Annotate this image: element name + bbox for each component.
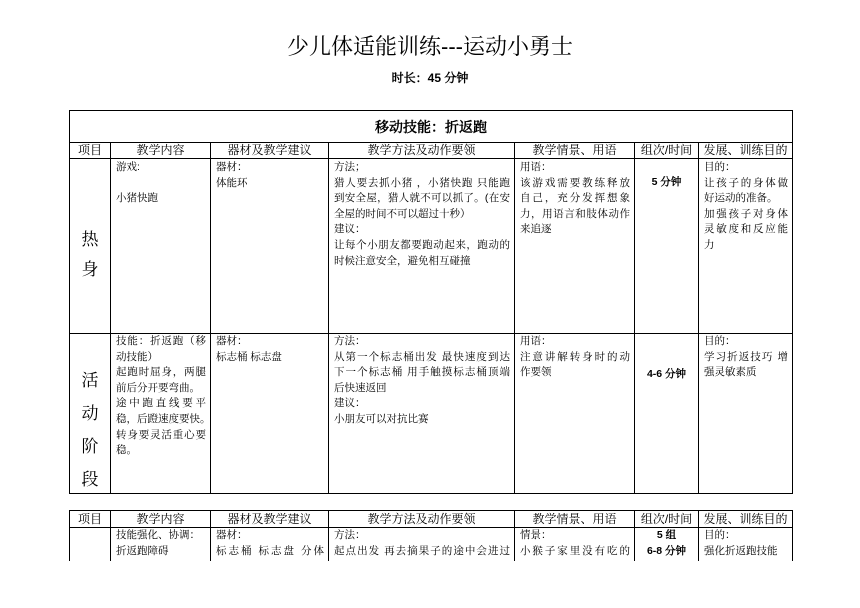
equipment-line: 器材：: [216, 335, 248, 347]
scenario-line: 力，用语言和肢体动作: [520, 207, 630, 220]
goal-line: 灵敏度和反应能: [704, 223, 788, 236]
phase-char: 动: [81, 404, 99, 423]
scenario-line: 该游戏需要教练释放: [520, 176, 630, 189]
duration-label: 时长：45 分钟: [391, 71, 469, 85]
warmup-goal-cell: [699, 159, 793, 334]
time-value: 4-6 分钟: [646, 368, 687, 380]
content-line: 稳。: [116, 444, 137, 457]
col-header-goal: 发展、训练目的: [699, 143, 793, 159]
equipment-line: 标志桶 标志盘 分体: [216, 544, 324, 557]
activity-phase-cell: [70, 334, 111, 494]
content-line: 技能强化、协调：: [116, 529, 200, 541]
scenario-line: 来追逐: [520, 223, 552, 236]
skill-method-cell: [329, 528, 515, 561]
goal-line: 强化折返跑技能: [704, 544, 778, 557]
content-line: 途中跑直线要平: [116, 397, 206, 410]
equipment-line: 标志桶 标志盘: [216, 350, 282, 363]
goal-line: 目的：: [704, 529, 736, 541]
activity-method-cell: [329, 334, 515, 494]
method-line: 时候注意安全，避免相互碰撞: [334, 254, 471, 267]
method-line: 建议：: [334, 223, 366, 236]
content-line: 折返跑障碍: [116, 544, 169, 557]
time-value: 5 分钟: [651, 176, 682, 188]
goal-line: 好运动的准备。: [704, 192, 778, 205]
phase-char: 段: [81, 470, 99, 489]
col-header-item: 项目: [70, 511, 111, 528]
method-line: 到安全屋，猎人就不可以抓了。(在安: [334, 192, 510, 205]
scenario-line: 小猴子家里没有吃的: [520, 544, 630, 557]
warmup-equipment-cell: [211, 159, 329, 334]
col-header-item: 项目: [70, 143, 111, 159]
skill-content-cell: [111, 528, 211, 561]
skill-phase-cell: [70, 528, 111, 561]
col-header-time: 组次/时间: [635, 511, 699, 528]
goal-line: 强灵敏素质: [704, 366, 757, 379]
method-line: 方法：: [334, 529, 366, 541]
equipment-line: 体能环: [216, 176, 248, 189]
col-header-goal: 发展、训练目的: [699, 511, 793, 528]
phase-char: 身: [81, 260, 99, 279]
content-line: 动技能）: [116, 350, 158, 363]
equipment-line: 器材：: [216, 529, 248, 541]
activity-scenario-cell: [515, 334, 635, 494]
col-header-content: 教学内容: [111, 511, 211, 528]
col-header-scenario: 教学情景、用语: [515, 511, 635, 528]
content-line: 技能：折返跑（移: [116, 335, 206, 347]
content-line: 稳，后蹬速度要快。: [116, 412, 211, 425]
warmup-method-cell: [329, 159, 515, 334]
col-header-time: 组次/时间: [635, 143, 699, 159]
activity-equipment-cell: [211, 334, 329, 494]
activity-time-cell: [635, 334, 699, 494]
method-line: 全屋的时间不可以超过十秒）: [334, 207, 471, 220]
warmup-phase-cell: [70, 159, 111, 334]
equipment-line: 器材：: [216, 161, 248, 173]
goal-line: 加强孩子对身体: [704, 207, 788, 220]
goal-line: 力: [704, 238, 715, 251]
lesson-table-main: [69, 110, 793, 494]
method-line: 猎人要去抓小猪 ，小猪快跑 只能跑: [334, 176, 510, 189]
col-header-method: 教学方法及动作要领: [329, 143, 515, 159]
scenario-line: 用语：: [520, 161, 552, 173]
phase-char: 阶: [81, 437, 99, 456]
lesson-table-continued: [69, 510, 793, 561]
goal-line: 让孩子的身体做: [704, 176, 788, 189]
method-line: 起点出发 再去摘果子的途中会进过: [334, 544, 510, 557]
content-line: 前后分开要弯曲。: [116, 381, 200, 394]
scenario-line: 注意讲解转身时的动: [520, 350, 630, 363]
method-line: 方法：: [334, 335, 366, 347]
warmup-content-cell: [111, 159, 211, 334]
goal-line: 目的：: [704, 161, 736, 173]
method-line: 让每个小朋友都要跑动起来，跑动的: [334, 238, 510, 251]
scenario-line: 用语：: [520, 335, 552, 347]
content-line: 小猪快跑: [116, 192, 158, 205]
scenario-line: 作要领: [520, 366, 552, 379]
section-heading: 移动技能：折返跑: [70, 111, 793, 143]
goal-line: 学习折返技巧 增: [704, 350, 788, 363]
skill-goal-cell: [699, 528, 793, 561]
method-line: 从第一个标志桶出发 最快速度到达: [334, 350, 510, 363]
scenario-line: 情景：: [520, 529, 552, 541]
method-line: 小朋友可以对抗比赛: [334, 412, 429, 425]
content-line: 起跑时屈身，两腿: [116, 366, 206, 379]
col-header-scenario: 教学情景、用语: [515, 143, 635, 159]
skill-equipment-cell: [211, 528, 329, 561]
content-line: 游戏:: [116, 161, 140, 173]
sets-value: 5 组: [656, 529, 677, 541]
col-header-method: 教学方法及动作要领: [329, 511, 515, 528]
time-value: 6-8 分钟: [646, 544, 687, 557]
warmup-time-cell: [635, 159, 699, 334]
method-line: 方法；: [334, 161, 366, 173]
scenario-line: 自己，充分发挥想象: [520, 192, 630, 205]
phase-char: 活: [81, 371, 99, 390]
method-line: 后快速返回: [334, 381, 387, 394]
content-line: 转身要灵活重心要: [116, 428, 206, 441]
warmup-scenario-cell: [515, 159, 635, 334]
activity-content-cell: [111, 334, 211, 494]
col-header-equipment: 器材及教学建议: [211, 143, 329, 159]
col-header-equipment: 器材及教学建议: [211, 511, 329, 528]
method-line: 下一个标志桶 用手触摸标志桶顶端: [334, 366, 510, 379]
document-title: 少儿体适能训练---运动小勇士: [287, 34, 573, 59]
activity-goal-cell: [699, 334, 793, 494]
skill-scenario-cell: [515, 528, 635, 561]
phase-char: 热: [81, 230, 99, 249]
col-header-content: 教学内容: [111, 143, 211, 159]
skill-time-cell: [635, 528, 699, 561]
method-line: 建议：: [334, 397, 366, 410]
goal-line: 目的：: [704, 335, 736, 347]
